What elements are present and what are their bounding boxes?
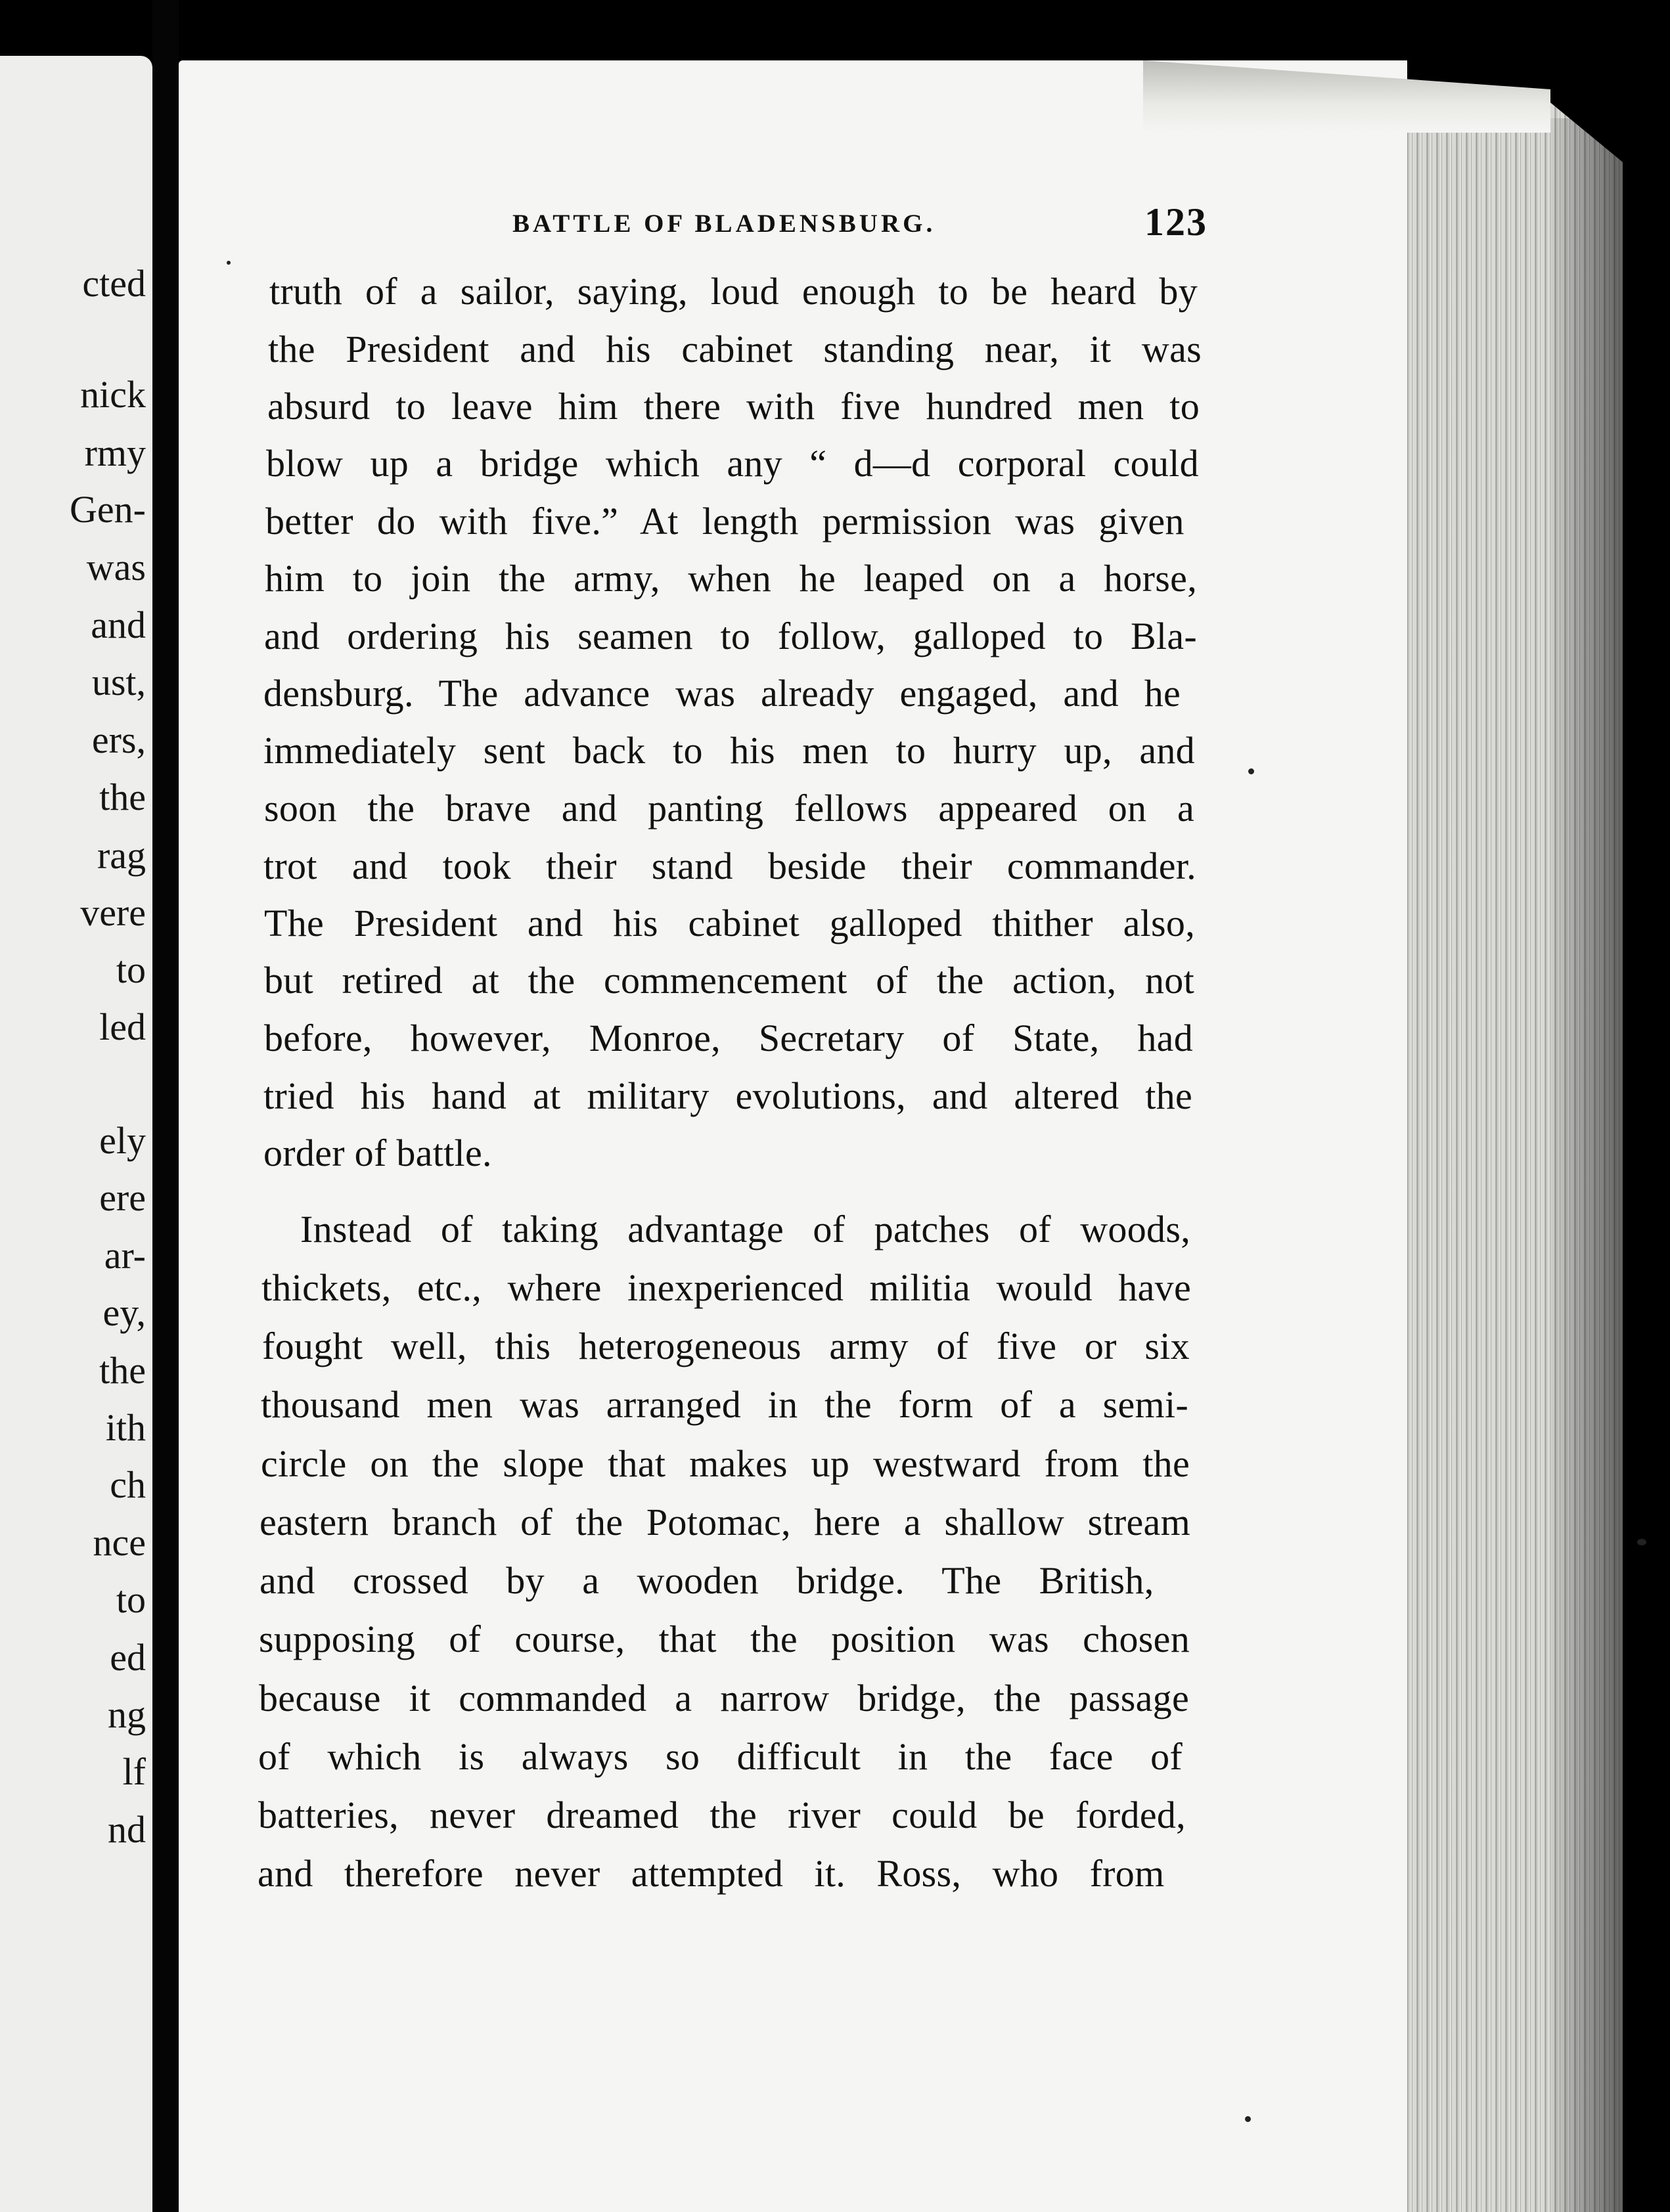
left-page-fragment: ed: [110, 1636, 146, 1679]
text-line: Instead of taking advantage of patches of woods,: [300, 1208, 1190, 1250]
book-gutter: [152, 0, 179, 2212]
left-page-fragment: ers,: [91, 719, 146, 761]
running-head: BATTLE OF BLADENSBURG.: [512, 210, 936, 238]
left-page-fragment: ere: [99, 1176, 146, 1219]
left-page-fragment: ar-: [104, 1234, 146, 1277]
text-line: supposing of course, that the position was chosen: [259, 1618, 1190, 1660]
left-page-fragment: nd: [108, 1808, 146, 1851]
dust-speck: [1637, 1539, 1646, 1545]
left-page-fragment: vere: [80, 891, 146, 934]
dust-speck: [1245, 2116, 1251, 2122]
left-page-fragment: ely: [99, 1119, 146, 1162]
text-line: tried his hand at military evolutions, and altered the: [263, 1074, 1192, 1117]
left-page-fragment: ey,: [102, 1291, 146, 1334]
page-edge-shadow: [1550, 118, 1623, 2212]
text-line: immediately sent back to his men to hurry up, and: [263, 729, 1195, 772]
left-page: [0, 56, 152, 2212]
text-line: and therefore never attempted it. Ross, who from: [258, 1852, 1165, 1895]
page-number: 123: [1144, 200, 1207, 244]
text-line: and ordering his seamen to follow, galloped to Bla-: [264, 615, 1197, 657]
left-page-fragment: ng: [108, 1693, 146, 1736]
left-page-fragment: ust,: [91, 661, 146, 703]
text-line: densburg. The advance was already engaged, and he: [263, 672, 1181, 715]
text-line: soon the brave and panting fellows appeared on a: [264, 787, 1194, 830]
text-line: thousand men was arranged in the form of a semi-: [261, 1383, 1188, 1426]
text-line: him to join the army, when he leaped on a horse,: [265, 557, 1197, 600]
text-line: order of battle.: [263, 1132, 492, 1174]
left-page-fragment: to: [116, 948, 146, 991]
text-line: thickets, etc., where inexperienced militia would have: [261, 1266, 1191, 1309]
text-line: and crossed by a wooden bridge. The British,: [260, 1559, 1154, 1602]
text-line: blow up a bridge which any “ d—d corporal could: [266, 442, 1199, 485]
text-line: The President and his cabinet galloped thither also,: [264, 902, 1195, 944]
left-page-fragment: the: [99, 1349, 146, 1392]
left-page-fragment: ith: [105, 1406, 146, 1449]
text-line: circle on the slope that makes up westward from the: [261, 1442, 1190, 1485]
text-line: trot and took their stand beside their commander.: [263, 845, 1196, 887]
dust-speck: [1248, 768, 1254, 774]
text-line: eastern branch of the Potomac, here a shallow stream: [260, 1501, 1190, 1543]
text-line: because it commanded a narrow bridge, the passage: [259, 1677, 1189, 1719]
left-page-fragment: cted: [82, 262, 146, 305]
text-line: truth of a sailor, saying, loud enough to be heard by: [269, 270, 1198, 313]
text-line: the President and his cabinet standing near, it was: [268, 328, 1202, 370]
text-line: but retired at the commencement of the action, not: [264, 959, 1194, 1002]
left-page-fragment: rmy: [84, 431, 146, 474]
left-page-fragment: nick: [80, 373, 146, 416]
left-page-fragment: led: [99, 1006, 146, 1048]
left-page-fragment: rag: [97, 834, 146, 877]
text-line: fought well, this heterogeneous army of five or six: [262, 1325, 1190, 1367]
text-line: before, however, Monroe, Secretary of State, had: [264, 1017, 1193, 1059]
left-page-fragment: lf: [122, 1750, 146, 1793]
text-line: better do with five.” At length permission was given: [265, 500, 1185, 542]
left-page-fragment: Gen-: [70, 488, 146, 531]
left-page-fragment: was: [86, 546, 146, 588]
text-line: absurd to leave him there with five hundred men to: [267, 385, 1200, 428]
text-line: of which is always so difficult in the face of: [258, 1735, 1183, 1778]
text-line: batteries, never dreamed the river could be forded,: [258, 1794, 1186, 1836]
left-page-fragment: the: [99, 776, 146, 818]
left-page-fragment: ch: [110, 1463, 146, 1506]
dust-speck: [227, 261, 231, 265]
left-page-fragment: to: [116, 1578, 146, 1621]
left-page-fragment: nce: [93, 1521, 146, 1564]
left-page-fragment: and: [91, 604, 146, 646]
